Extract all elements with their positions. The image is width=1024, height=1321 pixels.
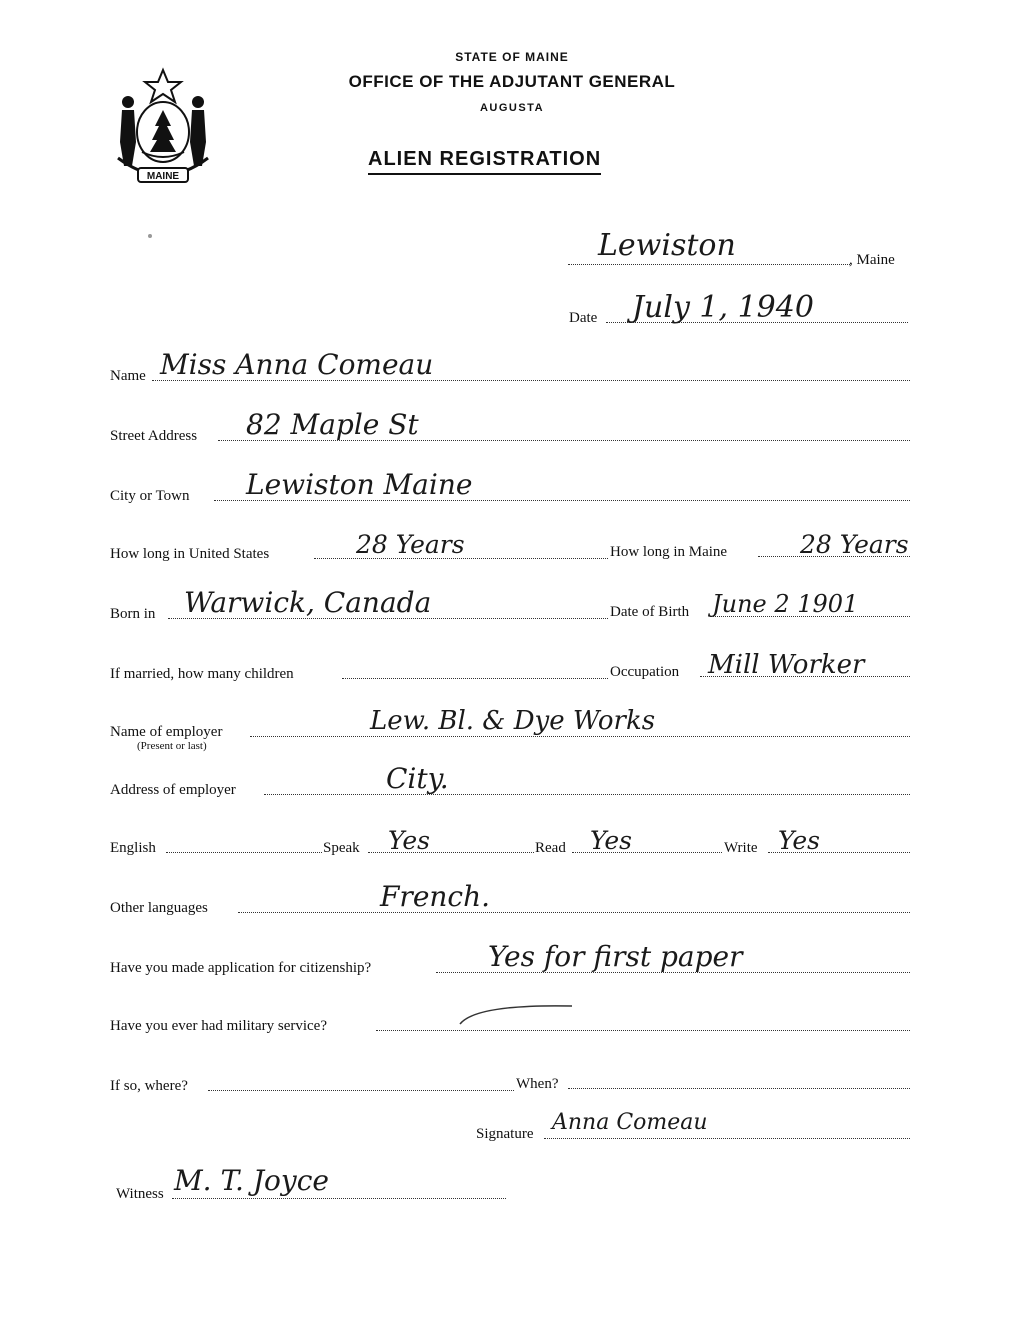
maine-label: , Maine bbox=[849, 252, 895, 268]
employer-address-line bbox=[264, 794, 910, 795]
employer-name-label: Name of employer bbox=[110, 724, 223, 740]
employer-name-sublabel: (Present or last) bbox=[137, 740, 207, 752]
city-or-town-label: City or Town bbox=[110, 488, 190, 504]
how-long-maine-value: 28 Years bbox=[800, 530, 909, 559]
office-heading: OFFICE OF THE ADJUTANT GENERAL bbox=[348, 72, 676, 91]
write-label: Write bbox=[724, 840, 758, 856]
other-languages-value: French. bbox=[380, 880, 491, 913]
witness-value: M. T. Joyce bbox=[174, 1164, 329, 1197]
name-label: Name bbox=[110, 368, 146, 384]
military-label: Have you ever had military service? bbox=[110, 1018, 327, 1034]
signature-line bbox=[544, 1138, 910, 1139]
how-long-maine-label: How long in Maine bbox=[610, 544, 728, 560]
street-address-value: 82 Maple St bbox=[246, 408, 419, 441]
name-value: Miss Anna Comeau bbox=[160, 348, 434, 381]
citizenship-value: Yes for first paper bbox=[488, 940, 743, 973]
military-line bbox=[376, 1030, 910, 1031]
born-in-label: Born in bbox=[110, 606, 156, 622]
city-heading: AUGUSTA bbox=[479, 102, 545, 114]
born-in-value: Warwick, Canada bbox=[184, 586, 432, 619]
town-line bbox=[568, 264, 850, 265]
occupation-value: Mill Worker bbox=[708, 650, 865, 680]
speak-label: Speak bbox=[323, 840, 360, 856]
write-value: Yes bbox=[778, 826, 820, 855]
employer-address-label: Address of employer bbox=[110, 782, 236, 798]
other-languages-label: Other languages bbox=[110, 900, 208, 916]
signature-value: Anna Comeau bbox=[552, 1110, 708, 1135]
date-of-birth-value: June 2 1901 bbox=[712, 590, 859, 618]
english-line bbox=[166, 852, 322, 853]
read-value: Yes bbox=[590, 826, 632, 855]
if-so-where-label: If so, where? bbox=[110, 1078, 188, 1094]
how-long-us-label: How long in United States bbox=[110, 546, 270, 562]
seal-text: MAINE bbox=[146, 171, 180, 182]
when-line bbox=[568, 1088, 910, 1089]
speck bbox=[148, 234, 152, 238]
when-label: When? bbox=[516, 1076, 559, 1092]
occupation-label: Occupation bbox=[610, 664, 680, 680]
town-value: Lewiston bbox=[598, 228, 736, 263]
employer-name-value: Lew. Bl. & Dye Works bbox=[370, 706, 656, 736]
how-long-us-value: 28 Years bbox=[356, 530, 465, 559]
married-children-line bbox=[342, 678, 608, 679]
date-value: July 1, 1940 bbox=[632, 290, 814, 325]
city-or-town-value: Lewiston Maine bbox=[246, 468, 473, 501]
witness-label: Witness bbox=[116, 1186, 164, 1202]
witness-line bbox=[172, 1198, 506, 1199]
citizenship-label: Have you made application for citizenship? bbox=[110, 960, 372, 976]
employer-address-value: City. bbox=[386, 762, 449, 795]
read-label: Read bbox=[535, 840, 566, 856]
military-pen-stroke bbox=[456, 1000, 576, 1030]
state-heading: STATE OF MAINE bbox=[455, 50, 569, 64]
speak-value: Yes bbox=[388, 826, 430, 855]
date-label: Date bbox=[569, 310, 598, 326]
form-title: ALIEN REGISTRATION bbox=[368, 148, 601, 175]
signature-label: Signature bbox=[476, 1126, 534, 1142]
married-children-label: If married, how many children bbox=[110, 666, 294, 682]
date-of-birth-label: Date of Birth bbox=[610, 604, 690, 620]
english-label: English bbox=[110, 840, 156, 856]
other-languages-line bbox=[238, 912, 910, 913]
employer-name-line bbox=[250, 736, 910, 737]
street-address-label: Street Address bbox=[110, 428, 198, 444]
if-so-where-line bbox=[208, 1090, 514, 1091]
